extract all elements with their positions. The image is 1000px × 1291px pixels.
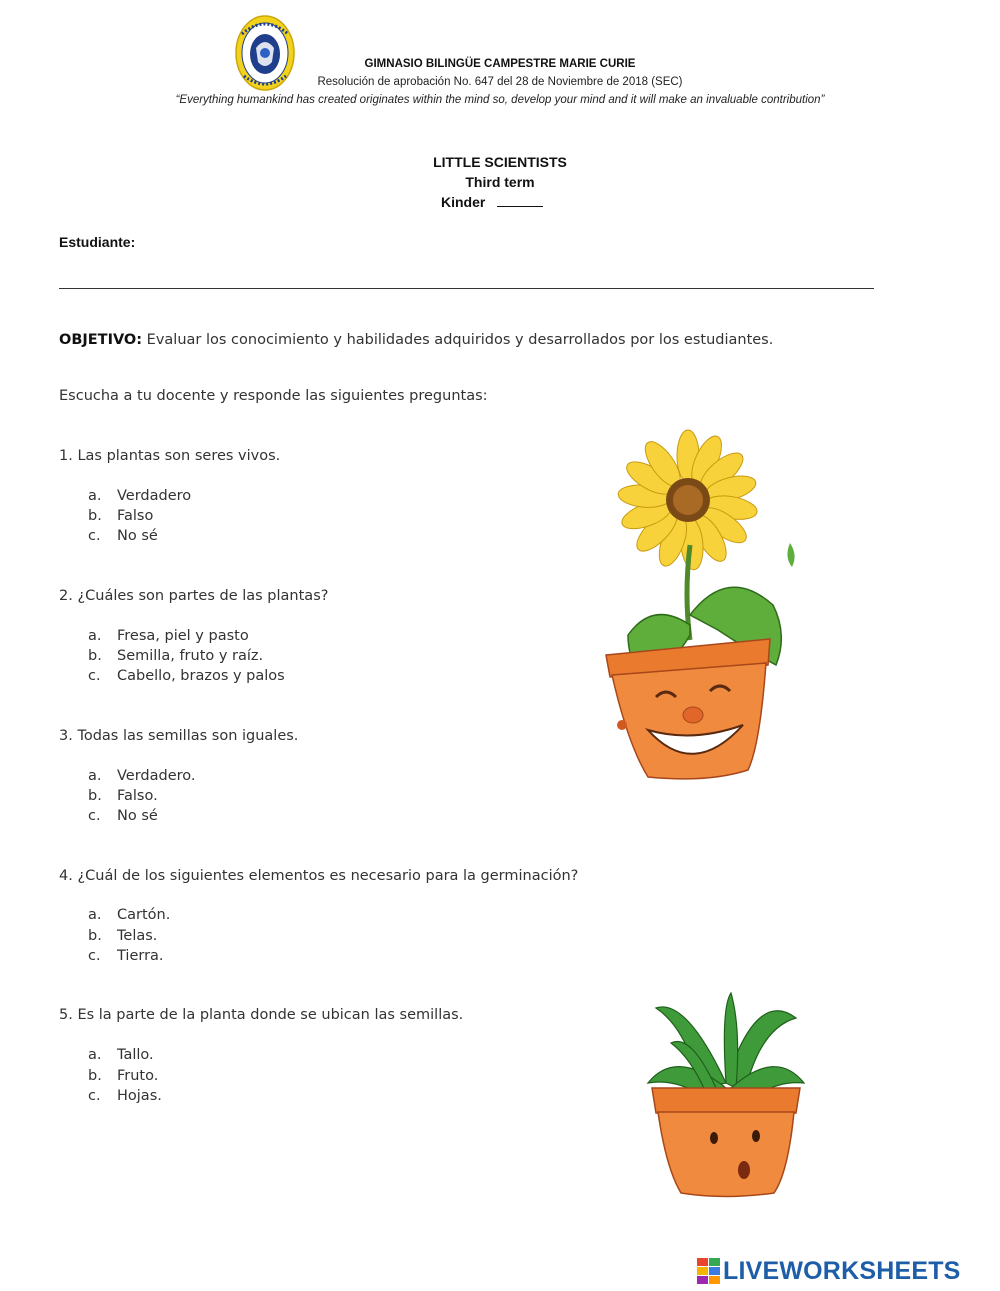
option-2c[interactable]: c. Cabello, brazos y palos (88, 668, 285, 684)
term-label: Third term (465, 174, 535, 190)
grade-label: Kinder (441, 194, 486, 210)
approval-resolution: Resolución de aprobación No. 647 del 28 de Noviembre de 2018 (SEC) (317, 76, 683, 88)
option-5a[interactable]: a. Tallo. (88, 1047, 154, 1063)
school-motto: “Everything humankind has created originates within the mind so, develop your mind and it will make an invaluable contribution” (175, 94, 825, 106)
liveworksheets-logo (697, 1256, 961, 1286)
question-2: 2. ¿Cuáles son partes de las plantas? (59, 588, 329, 604)
option-4c[interactable]: c. Tierra. (88, 948, 164, 964)
option-5b[interactable]: b. Fruto. (88, 1068, 159, 1084)
option-3c[interactable]: c. No sé (88, 808, 158, 824)
question-4: 4. ¿Cuál de los siguientes elementos es necesario para la germinación? (59, 868, 579, 884)
option-2b[interactable]: b. Semilla, fruto y raíz. (88, 648, 264, 664)
question-5: 5. Es la parte de la planta donde se ubican las semillas. (59, 1007, 464, 1023)
option-3a[interactable]: a. Verdadero. (88, 768, 196, 784)
school-name: GIMNASIO BILINGÜE CAMPESTRE MARIE CURIE (364, 58, 636, 70)
grade-line (441, 194, 543, 210)
option-1b[interactable]: b. Falso (88, 508, 154, 524)
brand-text: LIVEWORKSHEETS (723, 1256, 961, 1285)
option-5c[interactable]: c. Hojas. (88, 1088, 162, 1104)
option-4a[interactable]: a. Cartón. (88, 907, 171, 923)
objective-text: Evaluar los conocimiento y habilidades adquiridos y desarrollados por los estudiantes. (142, 332, 774, 348)
question-1: 1. Las plantas son seres vivos. (59, 448, 281, 464)
student-label: Estudiante: (59, 234, 136, 250)
option-2a[interactable]: a. Fresa, piel y pasto (88, 628, 249, 644)
palm-pot-icon (646, 988, 806, 1198)
worksheet-title: LITTLE SCIENTISTS (433, 154, 567, 170)
option-4b[interactable]: b. Telas. (88, 928, 158, 944)
instructions: Escucha a tu docente y responde las siguientes preguntas: (59, 388, 488, 404)
option-1a[interactable]: a. Verdadero (88, 488, 192, 504)
option-1c[interactable]: c. No sé (88, 528, 158, 544)
question-3: 3. Todas las semillas son iguales. (59, 728, 299, 744)
student-name-line[interactable] (59, 288, 874, 289)
objective (59, 332, 879, 348)
grade-blank[interactable] (497, 194, 543, 207)
sunflower-pot-icon (598, 425, 798, 785)
option-3b[interactable]: b. Falso. (88, 788, 158, 804)
objective-label: OBJETIVO: (59, 332, 143, 348)
brand-blocks-icon (697, 1258, 720, 1284)
